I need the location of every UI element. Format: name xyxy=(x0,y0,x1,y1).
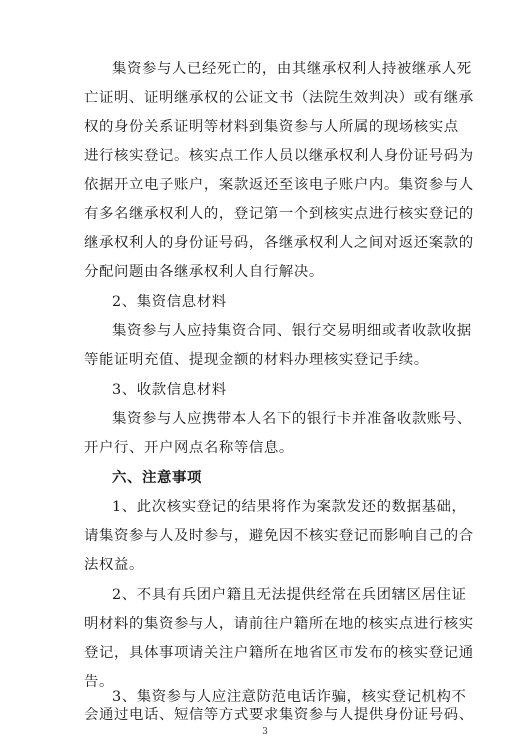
paragraph-line: 有多名继承权利人的，登记第一个到核实点进行核实登记的 xyxy=(84,206,474,222)
paragraph-line: 集资参与人应持集资合同、银行交易明细或者收款收据 xyxy=(112,323,472,339)
paragraph-line: 继承权利人的身份证号码，各继承权利人之间对返还案款的 xyxy=(84,235,474,251)
paragraph-line: 集资参与人已经死亡的，由其继承权利人持被继承人死 xyxy=(112,61,472,77)
paragraph-line: 开户行、开户网点名称等信息。 xyxy=(84,440,294,456)
paragraph-line: 法权益。 xyxy=(84,557,144,573)
subheading-payment-info: 3、收款信息材料 xyxy=(112,382,227,398)
paragraph-line: 请集资参与人及时参与，避免因不核实登记而影响自己的合 xyxy=(84,528,474,544)
paragraph-line: 进行核实登记。核实点工作人员以继承权利人身份证号码为 xyxy=(84,148,474,164)
paragraph-line: 依据开立电子账户，案款返还至该电子账户内。集资参与人 xyxy=(84,177,474,193)
paragraph-line: 明材料的集资参与人，请前往户籍所在地的核实点进行核实 xyxy=(84,616,474,632)
paragraph-line: 登记，具体事项请关注户籍所在地省区市发布的核实登记通 xyxy=(84,645,474,661)
paragraph-line: 1、此次核实登记的结果将作为案款发还的数据基础， xyxy=(112,499,467,515)
paragraph-line: 分配问题由各继承权利人自行解决。 xyxy=(84,264,324,280)
paragraph-line: 等能证明充值、提现金额的材料办理核实登记手续。 xyxy=(84,352,429,368)
paragraph-line: 2、不具有兵团户籍且无法提供经常在兵团辖区居住证 xyxy=(112,587,467,603)
paragraph-line: 集资参与人应携带本人名下的银行卡并准备收款账号、 xyxy=(112,411,472,427)
paragraph-line: 亡证明、证明继承权的公证文书（法院生效判决）或有继承 xyxy=(84,90,474,106)
section-heading-notes: 六、注意事项 xyxy=(112,469,202,486)
paragraph-line: 会通过电话、短信等方式要求集资参与人提供身份证号码、 xyxy=(84,707,474,723)
paragraph-line: 3、集资参与人应注意防范电话诈骗，核实登记机构不 xyxy=(112,689,467,705)
subheading-funding-materials: 2、集资信息材料 xyxy=(112,294,227,310)
paragraph-line: 告。 xyxy=(84,674,114,690)
page-number: 3 xyxy=(262,727,268,737)
paragraph-line: 权的身份关系证明等材料到集资参与人所属的现场核实点 xyxy=(84,119,459,135)
